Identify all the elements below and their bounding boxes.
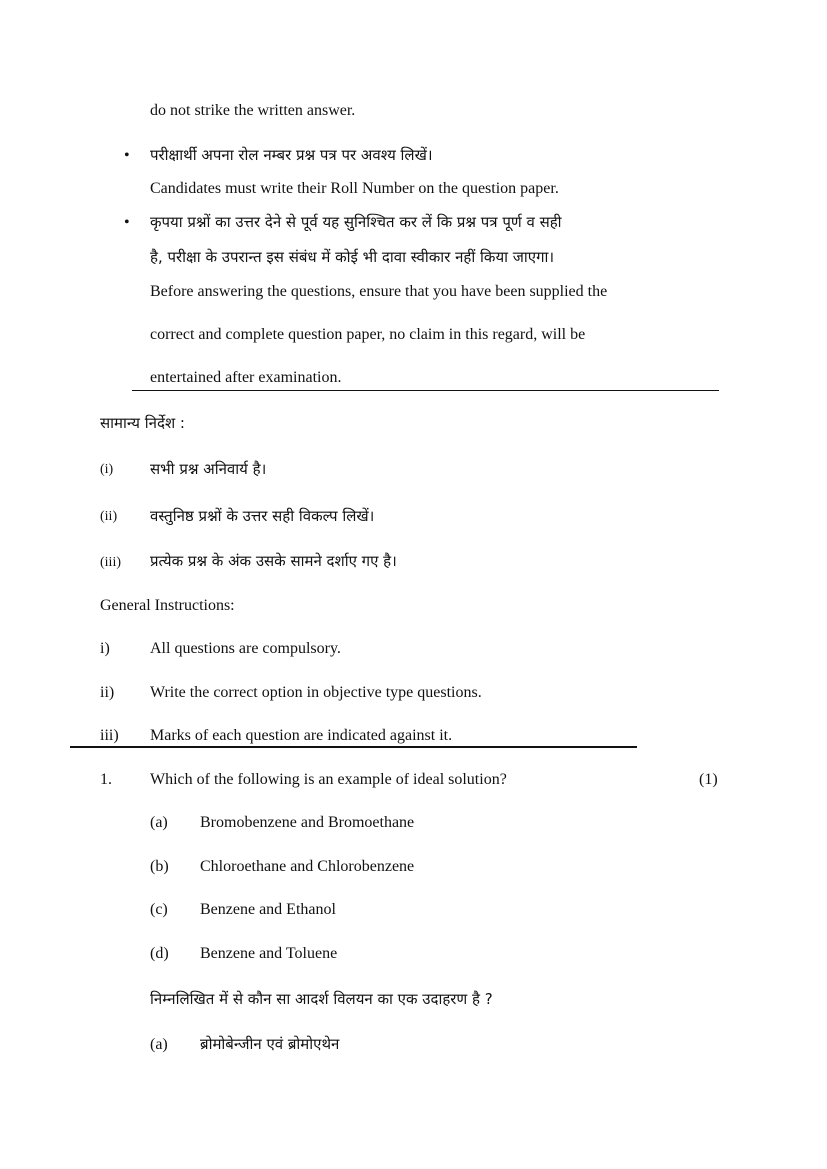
question-1-marks: (1) [699, 771, 718, 788]
hi-item-1-num: (i) [100, 462, 114, 477]
hi-item-2-text: वस्तुनिष्ठ प्रश्नों के उत्तर सही विकल्प लिखें। [150, 507, 375, 525]
hi-item-2-num: (ii) [100, 509, 118, 524]
question-1-text-hi: निम्नलिखित में से कौन सा आदर्श विलयन का एक उदाहरण है ? [150, 990, 493, 1008]
hi-item-3-num: (iii) [100, 555, 121, 570]
option-b-label: (b) [150, 858, 169, 875]
divider-bottom [70, 746, 637, 748]
question-1-number: 1. [100, 771, 112, 788]
en-item-3-text: Marks of each question are indicated against it. [150, 727, 453, 744]
option-c-text: Benzene and Ethanol [200, 901, 336, 918]
general-instructions-heading-hi: सामान्य निर्देश : [100, 414, 185, 432]
option-b-text: Chloroethane and Chlorobenzene [200, 858, 415, 875]
option-a-text: Bromobenzene and Bromoethane [200, 814, 415, 831]
bullet-2: • [124, 147, 130, 164]
divider-top [132, 390, 719, 391]
verify-paper-instruction-hi-2: है, परीक्षा के उपरान्त इस संबंध में कोई भी दावा स्वीकार नहीं किया जाएगा। [150, 248, 555, 266]
option-c-label: (c) [150, 901, 168, 918]
option-a-hi-text: ब्रोमोबेन्जीन एवं ब्रोमोएथेन [200, 1035, 340, 1053]
en-item-1-text: All questions are compulsory. [150, 640, 341, 657]
roll-number-instruction-hi: परीक्षार्थी अपना रोल नम्बर प्रश्न पत्र पर अवश्य लिखें। [150, 146, 433, 164]
en-item-3-num: iii) [100, 727, 119, 744]
en-item-2-num: ii) [100, 684, 115, 701]
hi-item-3-text: प्रत्येक प्रश्न के अंक उसके सामने दर्शाए गए है। [150, 552, 397, 570]
hi-item-1-text: सभी प्रश्न अनिवार्य है। [150, 460, 267, 478]
verify-paper-instruction-en-1: Before answering the questions, ensure that you have been supplied the [150, 283, 608, 300]
instruction-continuation: do not strike the written answer. [150, 102, 356, 119]
verify-paper-instruction-en-3: entertained after examination. [150, 369, 342, 386]
en-item-2-text: Write the correct option in objective type questions. [150, 684, 482, 701]
option-a-label: (a) [150, 814, 168, 831]
en-item-1-num: i) [100, 640, 110, 657]
option-a-hi-label: (a) [150, 1036, 168, 1053]
option-d-label: (d) [150, 945, 169, 962]
roll-number-instruction-en: Candidates must write their Roll Number on the question paper. [150, 180, 559, 197]
general-instructions-heading-en: General Instructions: [100, 597, 235, 614]
verify-paper-instruction-en-2: correct and complete question paper, no claim in this regard, will be [150, 326, 586, 343]
bullet-3: • [124, 214, 130, 231]
verify-paper-instruction-hi-1: कृपया प्रश्नों का उत्तर देने से पूर्व यह सुनिश्चित कर लें कि प्रश्न पत्र पूर्ण व सही [150, 213, 562, 231]
option-d-text: Benzene and Toluene [200, 945, 338, 962]
question-1-text-en: Which of the following is an example of ideal solution? [150, 771, 507, 788]
